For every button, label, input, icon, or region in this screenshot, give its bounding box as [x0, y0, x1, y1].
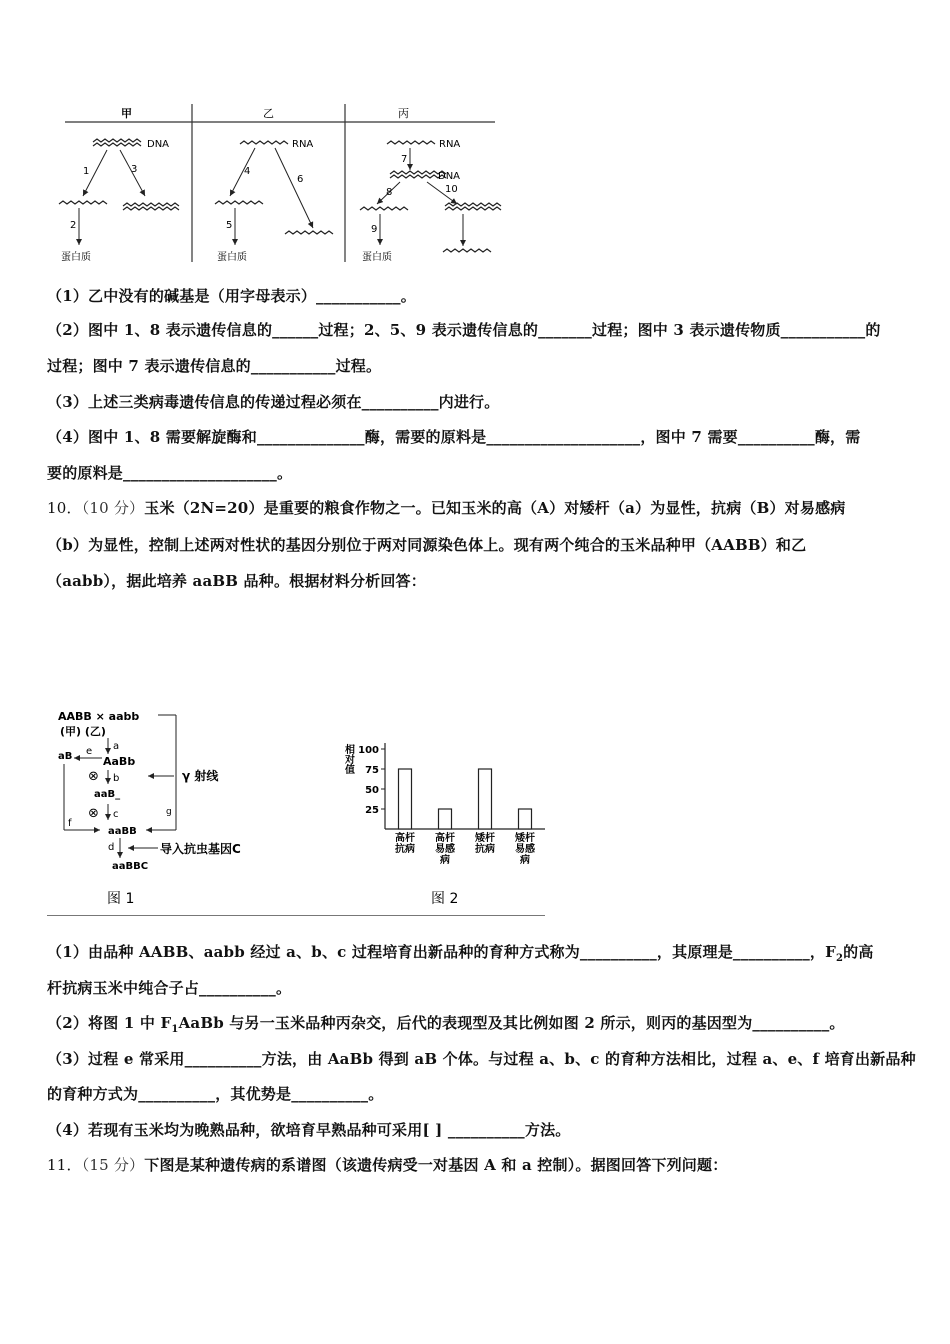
fig2-ylabel-2: 对: [345, 755, 355, 766]
q10-sub2-text-a: （2）将图 1 中 F: [47, 1014, 172, 1032]
fig1-cross-mark-1: ⊗: [88, 769, 99, 784]
q11-text: 下图是某种遗传病的系谱图（该遗传病受一对基因 A 和 a 控制）。据图回答下列问题：: [144, 1156, 728, 1174]
q10-line-1: [47, 497, 907, 519]
q10-sub4-line: （4）若现有玉米均为晚熟品种，欲培育早熟品种可采用[ ] __________方法。: [47, 1121, 571, 1139]
bing-dna-copy: [445, 203, 501, 206]
fig2-bar-2: [479, 769, 492, 829]
fig2-ytick-label-3: 25: [365, 805, 379, 816]
jia-arrow-3: 3: [131, 164, 138, 175]
fig1-step-g: g: [166, 807, 172, 817]
jia-protein: 蛋白质: [61, 252, 91, 263]
fig2-bar-3: [519, 809, 532, 829]
fig2-caption: 图 2: [431, 891, 459, 907]
q10-sub1-subscript: 2: [835, 953, 844, 964]
figure-separator: [47, 915, 545, 916]
fig1-f2: aaB_: [94, 789, 121, 800]
yi-rna-strand: [240, 141, 288, 144]
fig1-cross: AABB × aabb: [58, 710, 140, 723]
jia-arrow-2: 2: [70, 220, 77, 231]
fig1-step-e: e: [86, 746, 93, 757]
figure-1-breeding: [50, 702, 300, 912]
header-yi: 乙: [263, 107, 274, 120]
bing-arrow-9: 9: [371, 224, 378, 235]
fig1-step-f: f: [68, 818, 72, 829]
q10-score: （10 分）: [81, 499, 145, 517]
bing-protein: 蛋白质: [362, 252, 392, 263]
fig2-category-label-0: 高杆抗病: [395, 833, 415, 855]
fig1-parents: (甲) (乙): [60, 725, 106, 738]
fig2-ytick-label-0: 100: [358, 745, 379, 756]
fig1-f3: aaBB: [108, 826, 137, 837]
fig2-ylabel-3: 值: [345, 765, 355, 776]
q9-line-5: （4）图中 1、8 需要解旋酶和______________酶，需要的原料是____________________，图中 7 需要__________酶，需: [47, 428, 861, 446]
q10-sub2-subscript: 1: [171, 1024, 179, 1035]
fig1-step-d: d: [108, 842, 115, 853]
q11-number: 11．: [47, 1156, 82, 1174]
fig2-category-label-2: 矮杆抗病: [475, 833, 495, 855]
yi-rna-copy: [285, 231, 333, 234]
q10-line-3: （aabb），据此培养 aaBB 品种。根据材料分析回答：: [47, 572, 426, 590]
yi-rna-label: RNA: [292, 139, 314, 150]
fig1-left-ab: aB: [58, 751, 73, 762]
fig1-caption: 图 1: [107, 891, 135, 907]
q9-line-1: （1）乙中没有的碱基是（用字母表示）___________。: [47, 287, 416, 305]
q10-sub2-text-b: AaBb 与另一玉米品种丙杂交，后代的表现型及其比例如图 2 所示，则丙的基因型为__________。: [178, 1014, 845, 1032]
jia-dna-copy: [123, 203, 179, 206]
fig1-cross-mark-2: ⊗: [88, 806, 99, 821]
fig1-step-b: b: [113, 773, 120, 784]
fig2-ytick-label-2: 50: [365, 785, 379, 796]
fig2-ylabel: [344, 743, 355, 776]
q10-sub1-text-a: （1）由品种 AABB、aabb 经过 a、b、c 过程培育出新品种的育种方式称为__________，其原理是__________，F: [47, 943, 836, 961]
q9-line-4: （3）上述三类病毒遗传信息的传递过程必须在__________内进行。: [47, 393, 500, 411]
fig2-category-label-1: 高杆易感病: [435, 833, 455, 866]
jia-arrow-1: 1: [83, 166, 90, 177]
header-bing: 丙: [398, 107, 409, 120]
q9-line-6: 要的原料是____________________。: [47, 464, 293, 482]
yi-arrow-5: 5: [226, 220, 233, 231]
bing-arrow-7: 7: [401, 154, 408, 165]
jia-dna-label: DNA: [147, 139, 170, 150]
yi-arrow-4: 4: [244, 166, 251, 177]
bing-rna-label: RNA: [439, 139, 461, 150]
yi-protein: 蛋白质: [217, 252, 247, 263]
bing-dna-label: DNA: [438, 171, 461, 182]
q10-sub1-line-2: 杆抗病玉米中纯合子占__________。: [47, 979, 292, 997]
q11-score: （15 分）: [81, 1156, 145, 1174]
q9-line-3: 过程；图中 7 表示遗传信息的___________过程。: [47, 357, 382, 375]
q11-line: [47, 1154, 907, 1176]
q10-line-2: （b）为显性，控制上述两对性状的基因分别位于两对同源染色体上。现有两个纯合的玉米品种甲（AABB）和乙: [47, 536, 807, 554]
fig1-f4: aaBBC: [112, 861, 149, 872]
q10-sub2-line: [47, 1012, 907, 1041]
header-jia: 甲: [121, 107, 132, 120]
fig1-insert: 导入抗虫基因C: [160, 842, 241, 856]
q10-text-1: 玉米（2N=20）是重要的粮食作物之一。已知玉米的高（A）对矮杆（a）为显性，抗病（B）对易感病: [144, 499, 846, 517]
q10-sub1-line-1: [47, 941, 907, 970]
bing-mrna-strand: [360, 207, 408, 210]
fig2-ylabel-1: 相: [345, 745, 355, 756]
q10-sub1-text-b: 的高: [843, 943, 874, 961]
q9-line-2: （2）图中 1、8 表示遗传信息的______过程；2、5、9 表示遗传信息的_______过程；图中 3 表示遗传物质___________的: [47, 321, 881, 339]
fig2-ytick-label-1: 75: [365, 765, 379, 776]
q10-sub3-line-1: （3）过程 e 常采用__________方法，由 AaBb 得到 aB 个体。与过程 a、b、c 的育种方法相比，过程 a、e、f 培育出新品种: [47, 1050, 916, 1068]
central-dogma-figure: [55, 100, 505, 270]
bing-rna-copy: [443, 249, 491, 252]
yi-mrna-strand: [215, 201, 263, 204]
fig1-f1: AaBb: [103, 755, 136, 768]
fig1-step-a: a: [113, 741, 120, 752]
figure-2-bar-chart: [335, 735, 565, 912]
q10-sub3-line-2: 的育种方式为__________，其优势是__________。: [47, 1085, 384, 1103]
q10-number: 10．: [47, 499, 82, 517]
jia-mrna-strand: [59, 201, 107, 204]
bing-arrow-10: 10: [445, 184, 458, 195]
fig1-step-c: c: [113, 809, 119, 820]
jia-dna-strand: [93, 139, 141, 142]
yi-arrow-6: 6: [297, 174, 304, 185]
bing-rna-strand: [387, 141, 435, 144]
bing-arrow-8: 8: [386, 187, 393, 198]
fig1-ray: γ 射线: [182, 769, 219, 783]
fig2-category-label-3: 矮杆易感病: [515, 833, 535, 866]
fig2-bar-1: [439, 809, 452, 829]
fig2-bar-0: [399, 769, 412, 829]
